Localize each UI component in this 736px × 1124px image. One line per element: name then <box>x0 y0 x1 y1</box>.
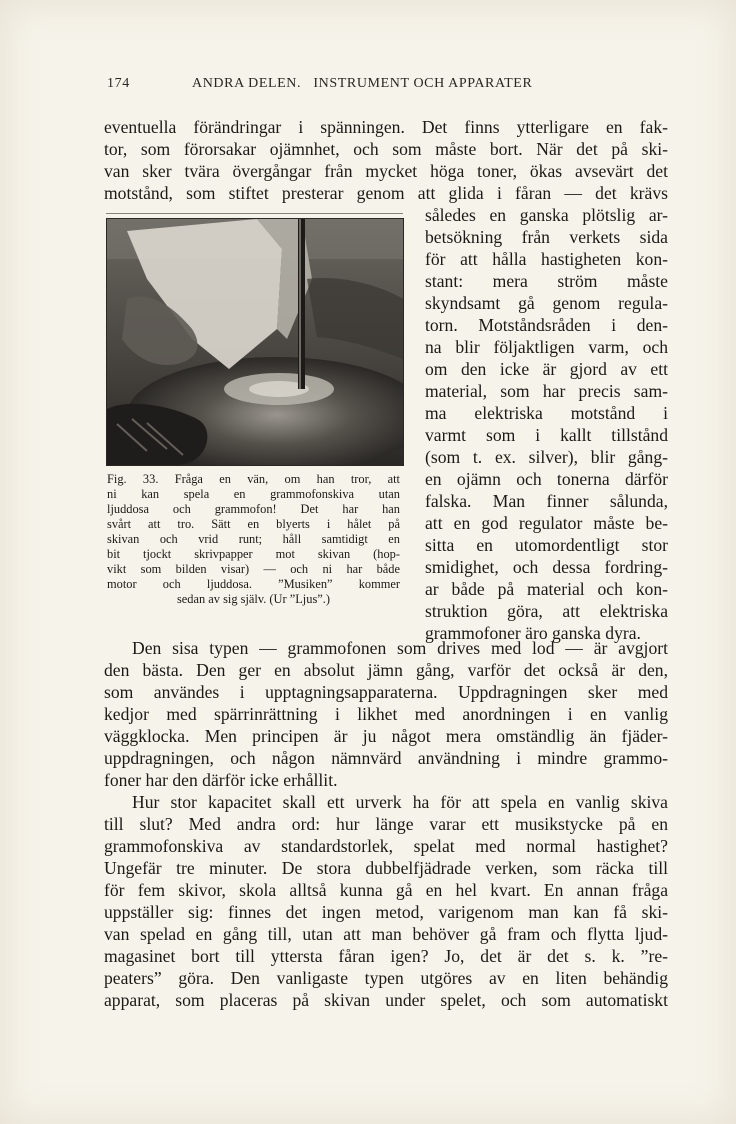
body-line: varmt som i kallt tillstånd <box>425 425 668 445</box>
body-line: eventuella förändringar i spänningen. Det finns ytterligare en fak- <box>104 117 668 137</box>
body-line: Hur stor kapacitet skall ett urverk ha för att spela en vanlig skiva <box>132 792 668 812</box>
body-line: för fem skivor, skola alltså kunna gå en hel kvart. En annan fråga <box>104 880 668 900</box>
body-line: material, som har precis sam- <box>425 381 668 401</box>
body-line: struktion göra, att elektriska <box>425 601 668 621</box>
body-line: apparat, som placeras på skivan under spelet, och som automatiskt <box>104 990 668 1010</box>
page-number: 174 <box>107 76 130 91</box>
body-line: foner har den därför icke erhållit. <box>104 770 338 790</box>
body-line: ma elektriska motstånd i <box>425 403 668 423</box>
body-line: uppdragningen, och någon nämnvärd användning i mindre grammo- <box>104 748 668 768</box>
body-line: torn. Motståndsråden i den- <box>425 315 668 335</box>
body-line: att en god regulator måste be- <box>425 513 668 533</box>
body-line: Ungefär tre minuter. De stora dubbelfjädrade verken, som räcka till <box>104 858 668 878</box>
body-line: smidighet, och dessa fordring- <box>425 557 668 577</box>
body-line: ar både på material och kon- <box>425 579 668 599</box>
figure-photo <box>106 218 404 466</box>
body-line: falska. Man finner sålunda, <box>425 491 668 511</box>
figure-caption-line: sedan av sig själv. (Ur ”Ljus”.) <box>176 592 330 606</box>
body-line: till slut? Med andra ord: hur länge varar ett musikstycke på en <box>104 814 668 834</box>
body-line: väggklocka. Men principen är ju något mera omständlig än fjäder- <box>104 726 668 746</box>
figure-rule <box>106 213 403 214</box>
chapter-title: ANDRA DELEN. INSTRUMENT OCH APPARATER <box>192 76 533 91</box>
body-line: van spelad en gång till, utan att man behöver gå fram och flytta ljud- <box>104 924 668 944</box>
figure-caption-line: svårt att tro. Sätt en blyerts i hålet på <box>107 517 400 531</box>
body-line: skyndsamt gå genom regula- <box>425 293 668 313</box>
body-line: grammofoner äro ganska dyra. <box>425 623 641 643</box>
body-line: uppställer sig: finnes det ingen metod, varigenom man kan få ski- <box>104 902 668 922</box>
body-line: tor, som förorsakar ojämnhet, och som måste bort. När det på ski- <box>104 139 668 159</box>
body-line: (som t. ex. silver), blir gång- <box>425 447 668 467</box>
body-line: den bästa. Den ger en absolut jämn gång, varför det också är den, <box>104 660 668 680</box>
body-line: sitta en utomordentligt stor <box>425 535 668 555</box>
figure-caption-line: vikt som bilden visar) — och ni har både <box>107 562 400 576</box>
body-line: motstånd, som stiftet presterar genom att glida i fåran — det krävs <box>104 183 668 203</box>
body-line: kedjor med spärrinrättning i likhet med anordningen i en vanlig <box>104 704 668 724</box>
body-line: grammofonskiva av standardstorlek, spelat med normal hastighet? <box>104 836 668 856</box>
figure-caption-line: ljuddosa och grammofon! Det har han <box>107 502 400 516</box>
body-line: peaters” göra. Den vanligaste typen utgöres av en liten behändig <box>104 968 668 988</box>
figure-caption-line: bit tjockt skrivpapper mot skivan (hop- <box>107 547 400 561</box>
figure-caption-line: Fig. 33. Fråga en vän, om han tror, att <box>107 472 400 486</box>
body-line: stant: mera ström måste <box>425 271 668 291</box>
body-line: om den icke är gjord av ett <box>425 359 668 379</box>
body-line: för att hålla hastigheten kon- <box>425 249 668 269</box>
body-line: Den sisa typen — grammofonen som drives med lod — är avgjort <box>132 638 668 658</box>
body-line: na blir följaktligen varm, och <box>425 337 668 357</box>
figure-caption-line: skivan och vrid runt; håll samtidigt en <box>107 532 400 546</box>
running-head <box>107 76 667 92</box>
body-line: således en ganska plötslig ar- <box>425 205 668 225</box>
body-line: en ojämn och tonerna därför <box>425 469 668 489</box>
figure-caption-line: motor och ljuddosa. ”Musiken” kommer <box>107 577 400 591</box>
gramophone-experiment-photo <box>107 219 403 465</box>
figure-caption-line: ni kan spela en grammofonskiva utan <box>107 487 400 501</box>
body-line: betsökning från verkets sida <box>425 227 668 247</box>
body-line: magasinet bort till yttersta fåran igen? Jo, det är det s. k. ”re- <box>104 946 668 966</box>
body-line: som användes i upptagningsapparaterna. Uppdragningen sker med <box>104 682 668 702</box>
body-line: van sker tvära övergångar från mycket höga toner, ökas avsevärt det <box>104 161 668 181</box>
